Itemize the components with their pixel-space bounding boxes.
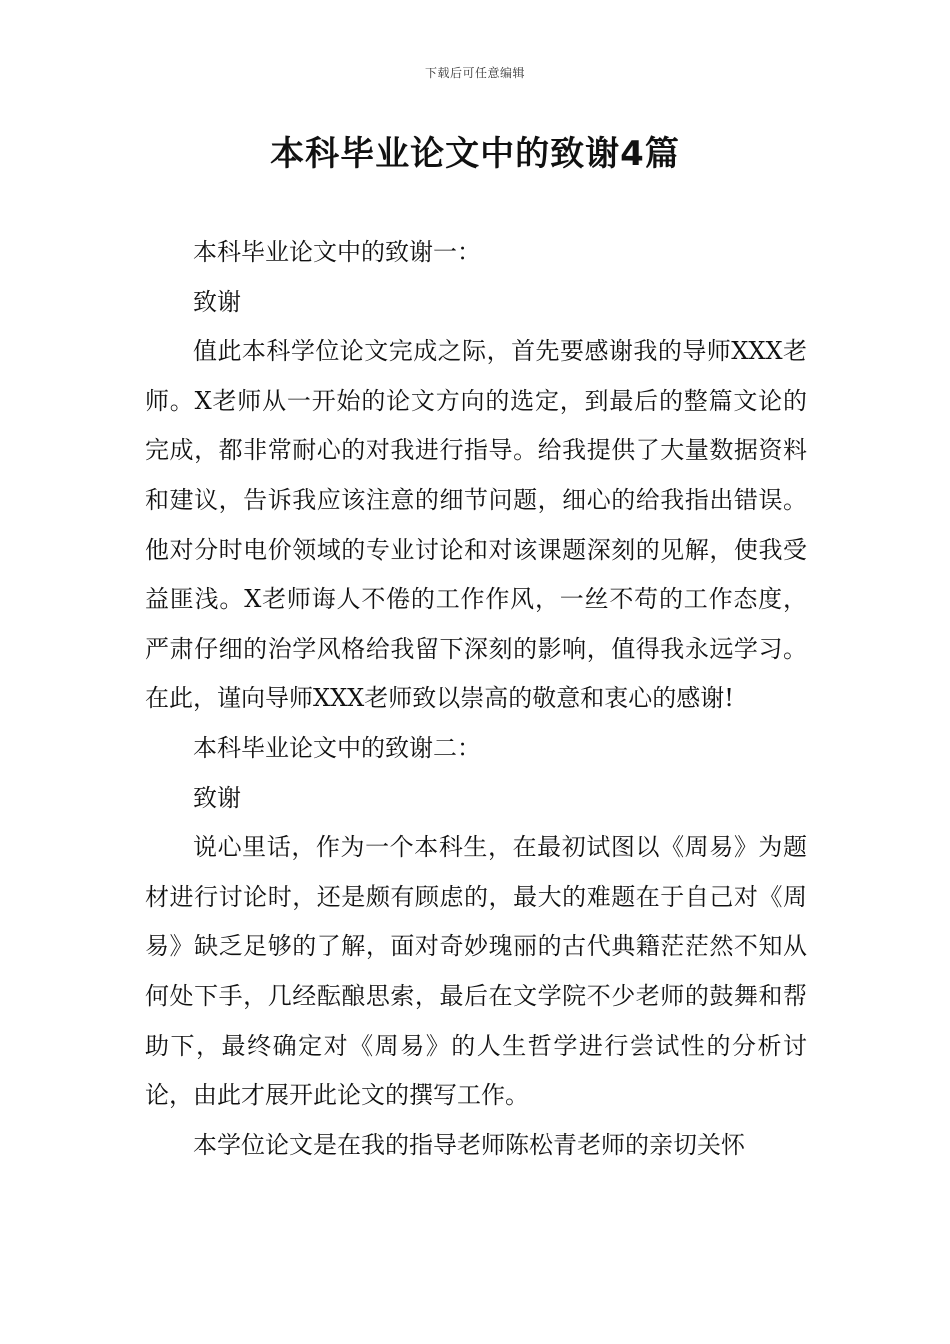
- body-paragraph: 值此本科学位论文完成之际，首先要感谢我的导师XXX老师。X老师从一开始的论文方向的选定，到最后的整篇文论的完成，都非常耐心的对我进行指导。给我提供了大量数据资料和建议，告诉我应该注意的细节问题，细心的给我指出错误。他对分时电价领域的专业讨论和对该课题深刻的见解，使我受益匪浅。X老师诲人不倦的工作作风，一丝不苟的工作态度，严肃仔细的治学风格给我留下深刻的影响，值得我永远学习。在此，谨向导师XXX老师致以崇高的敬意和衷心的感谢!: [145, 337, 807, 713]
- document-title: 本科毕业论文中的致谢4篇: [270, 134, 680, 174]
- acknowledgement-heading-1: 致谢: [193, 287, 241, 316]
- section-heading-1: 本科毕业论文中的致谢一：: [193, 238, 481, 266]
- header-note: 下载后可任意编辑: [424, 66, 525, 80]
- document-body: [145, 228, 807, 1170]
- body-paragraph: 本学位论文是在我的指导老师陈松青老师的亲切关怀: [193, 1130, 745, 1159]
- body-paragraph: 说心里话，作为一个本科生，在最初试图以《周易》为题材进行讨论时，还是颇有顾虑的，最大的难题在于自己对《周易》缺乏足够的了解，面对奇妙瑰丽的古代典籍茫茫然不知从何处下手，几经酝酿思索，最后在文学院不少老师的鼓舞和帮助下，最终确定对《周易》的人生哲学进行尝试性的分析讨论，由此才展开此论文的撰写工作。: [145, 833, 807, 1110]
- section-heading-2: 本科毕业论文中的致谢二：: [193, 733, 481, 762]
- acknowledgement-heading-2: 致谢: [193, 783, 241, 812]
